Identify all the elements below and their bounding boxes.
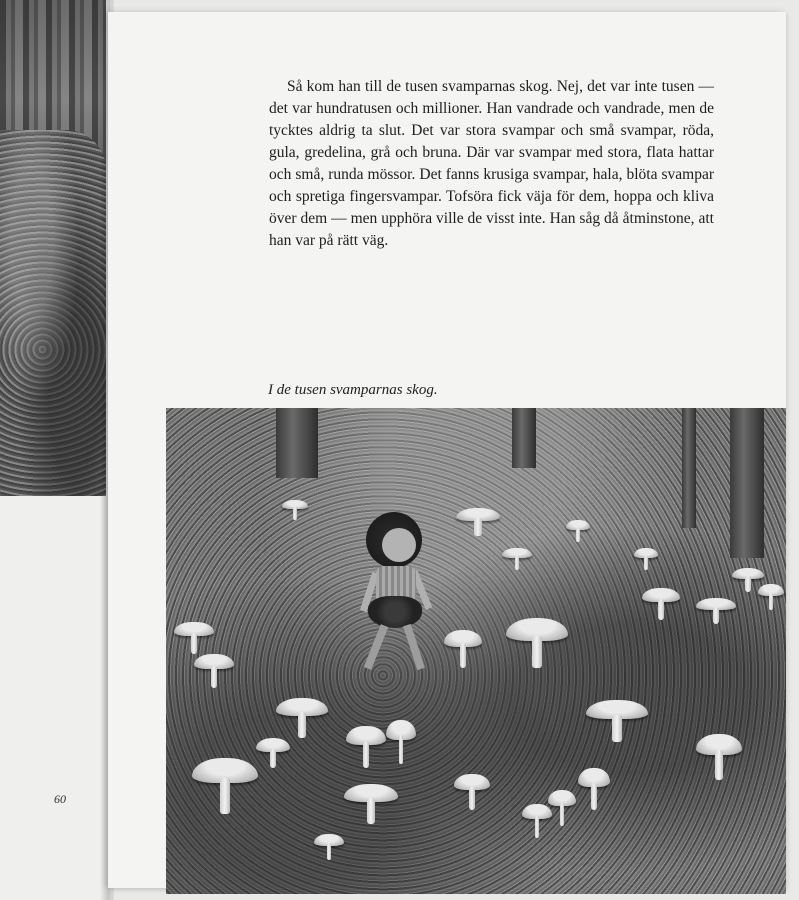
doll-face — [382, 528, 416, 562]
mushroom — [642, 588, 680, 620]
mushroom — [346, 726, 386, 768]
doll-skirt — [368, 596, 422, 628]
mushroom — [194, 654, 234, 688]
mushroom — [548, 790, 576, 826]
photo-caption: I de tusen svamparnas skog. — [268, 382, 438, 398]
mushroom — [696, 598, 736, 624]
mushroom — [578, 768, 610, 810]
mushroom — [314, 834, 344, 860]
doll-leg — [403, 624, 425, 670]
mushroom — [386, 720, 416, 764]
right-page — [108, 12, 786, 888]
mushroom-forest-photo — [166, 408, 786, 894]
moss-mound — [0, 130, 106, 496]
tree-trunk — [276, 408, 318, 478]
mushroom — [444, 630, 482, 668]
left-page — [0, 0, 112, 900]
tree-trunk — [682, 408, 696, 528]
mushroom — [506, 618, 568, 668]
doll-figure — [352, 512, 442, 682]
mushroom — [696, 734, 742, 780]
mushroom — [456, 508, 500, 536]
page-number: 60 — [54, 792, 66, 806]
tree-trunk — [730, 408, 764, 558]
mushroom — [344, 784, 398, 824]
mushroom — [586, 700, 648, 742]
tree-trunk — [512, 408, 536, 468]
mushroom — [276, 698, 328, 738]
story-paragraph: Så kom han till de tusen svamparnas skog. Nej, det var inte tusen — det var hundratusen och millioner. Han vandrade och vandrade, men de tycktes aldrig ta slut. Det var stora svampar och små svampar, röda, gula, gredelina, grå och bruna. Där var svampar med stora, flata hattar och små, runda mössor. Det fanns krusiga svampar, hala, blöta svampar och spretiga fingersvampar. Tofsöra fick väja för dem, hoppa och kliva över dem — men upphöra ville de visst inte. Han såg då åtminstone, att han var på rätt väg. — [269, 78, 714, 249]
mushroom — [282, 500, 308, 520]
mushroom — [634, 548, 658, 570]
mushroom — [256, 738, 290, 768]
forest-photo-left — [0, 0, 106, 496]
doll-leg — [364, 624, 389, 670]
mushroom — [758, 584, 784, 610]
mushroom — [454, 774, 490, 810]
mushroom — [174, 622, 214, 654]
mushroom — [192, 758, 258, 814]
mushroom — [566, 520, 590, 542]
mushroom — [502, 548, 532, 570]
